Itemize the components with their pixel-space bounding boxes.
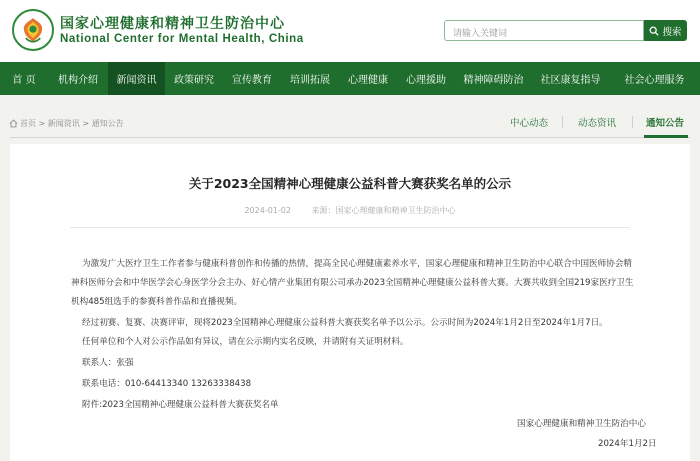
nav-item-policy[interactable]: 政策研究 — [174, 75, 214, 86]
signature-date: 2024年1月2日 — [598, 439, 657, 449]
nav-item-community-rehab[interactable]: 社区康复指导 — [540, 75, 601, 86]
nav-item-home[interactable]: 首 页 — [12, 75, 36, 86]
tab-separator — [632, 116, 633, 128]
article-paragraph: 任何单位和个人对公示作品如有异议，请在公示期内实名反映，并请附有关证明材料。 — [82, 337, 409, 347]
contact-phone: 联系电话：010-64413340 13263338438 — [82, 379, 252, 389]
article-title: 关于2023全国精神心理健康公益科普大赛获奖名单的公示 — [188, 176, 512, 191]
nav-item-about[interactable]: 机构介绍 — [58, 75, 98, 86]
home-icon[interactable] — [9, 119, 18, 128]
contact-person: 联系人：张强 — [82, 358, 134, 368]
nav-item-psych-aid[interactable]: 心理援助 — [406, 75, 446, 86]
article-paragraph: 经过初赛、复赛、决赛评审，现将2023全国精神心理健康公益科普大赛获奖名单予以公示。公示时间为2024年1月2日至2024年1月7日。 — [82, 318, 608, 328]
nav-item-disorder-prevention[interactable]: 精神障碍防治 — [463, 75, 524, 86]
article-body — [71, 255, 639, 415]
signature-org: 国家心理健康和精神卫生防治中心 — [517, 419, 646, 429]
search-icon — [649, 26, 659, 36]
breadcrumb[interactable]: 首页 > 新闻资讯 > 通知公告 — [20, 119, 124, 128]
site-title-cn: 国家心理健康和精神卫生防治中心 — [60, 16, 285, 32]
breadcrumb-bar — [0, 110, 700, 138]
search-button[interactable] — [644, 20, 687, 41]
site-title-en: National Center for Mental Health, China — [60, 33, 304, 45]
article-card — [10, 144, 690, 461]
nav-item-news[interactable]: 新闻资讯 — [108, 62, 165, 95]
tab-separator — [562, 116, 563, 128]
tab-dynamic-info[interactable]: 动态资讯 — [578, 118, 617, 129]
tab-center-news[interactable]: 中心动态 — [510, 118, 549, 129]
site-header — [0, 0, 700, 62]
ncmh-logo-icon[interactable] — [12, 9, 54, 51]
search-button-label: 搜索 — [662, 26, 682, 38]
nav-item-social-psych[interactable]: 社会心理服务 — [624, 75, 685, 86]
article-paragraph: 为激发广大医疗卫生工作者参与健康科普创作和传播的热情，提高全民心理健康素养水平，国家心理健康和精神卫生防治中心联合中国医师协会精神科医师分会和中华医学会心身医学分会主办、好心情产业集团有限公司承办2023全国精神心理健康公益科普大赛。大赛共收到全国219家医疗卫生机构485组选手的参赛科普作品和直播视频。 — [71, 259, 634, 307]
article-source: 来源：国家心理健康和精神卫生防治中心 — [311, 206, 456, 215]
article-meta — [10, 205, 690, 216]
attachment-link[interactable]: 附件:2023全国精神心理健康公益科普大赛获奖名单 — [82, 400, 279, 410]
main-nav — [0, 62, 700, 95]
active-tab-indicator — [644, 135, 688, 138]
tab-bar-divider — [10, 137, 690, 138]
title-divider — [70, 227, 630, 228]
search-box — [444, 20, 644, 41]
tab-notices[interactable]: 通知公告 — [646, 118, 685, 129]
article-date: 2024-01-02 — [244, 206, 291, 215]
nav-item-mental-health[interactable]: 心理健康 — [348, 75, 388, 86]
search-input[interactable] — [445, 25, 643, 44]
nav-item-training[interactable]: 培训拓展 — [290, 75, 330, 86]
nav-item-education[interactable]: 宣传教育 — [232, 75, 272, 86]
